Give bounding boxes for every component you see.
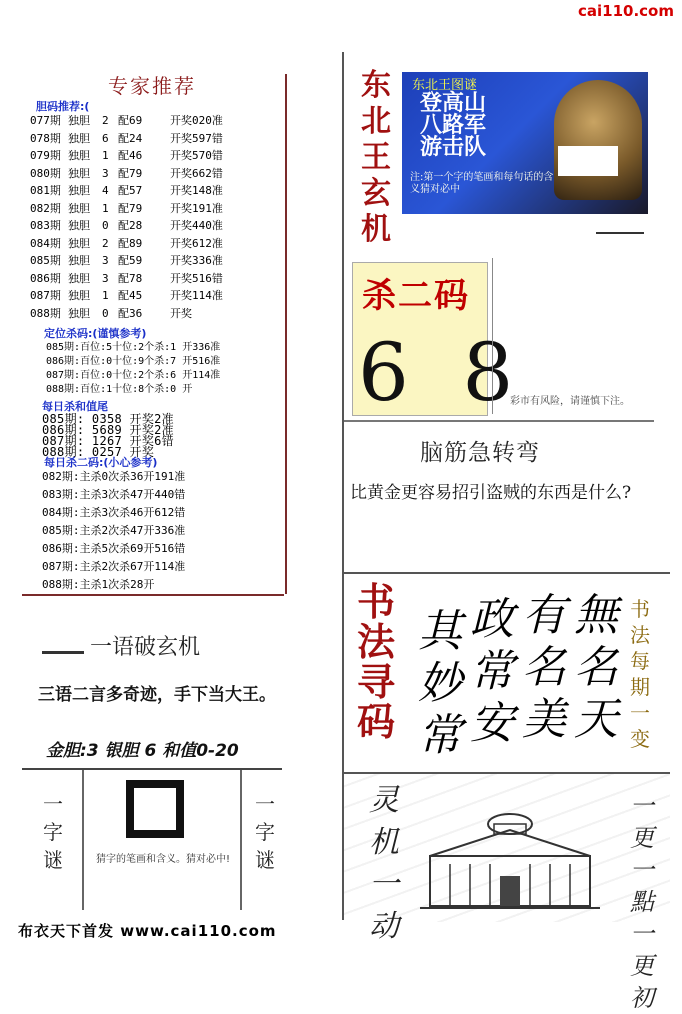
dan-cell: 配89	[118, 236, 143, 250]
hezhi-item: 087期: 1267 开奖6错	[42, 434, 174, 448]
dan-cell: 开奖612准	[170, 236, 223, 250]
hezhi-item: 088期: 0257 开奖	[42, 445, 155, 459]
dan-cell: 081期	[30, 184, 61, 197]
dan-cell: 开奖020准	[170, 114, 223, 127]
dan-cell: 开奖148准	[170, 184, 223, 197]
naojin-divider	[344, 420, 654, 422]
dan-cell: 配28	[118, 219, 143, 232]
dan-cell: 077期	[30, 114, 61, 127]
site-watermark-bottom: 布衣天下首发 www.cai110.com	[18, 922, 277, 940]
dan-row	[30, 165, 240, 183]
dan-cell: 开奖336准	[170, 254, 223, 267]
dan-row	[30, 305, 240, 323]
dan-cell: 配69	[118, 114, 143, 127]
dbw-note: 注:第一个字的笔画和每句话的含义猜对必中	[410, 172, 554, 195]
dan-row	[30, 287, 240, 305]
dan-cell: 配45	[118, 289, 143, 302]
dan-cell: 6	[102, 131, 109, 145]
naojin-title: 脑筋急转弯	[420, 440, 540, 466]
riddle-title: 一语破玄机	[90, 635, 201, 660]
dan-label: 胆码推荐:(	[36, 100, 90, 113]
left-divider	[285, 74, 287, 594]
ziji-divider-right	[240, 770, 242, 910]
dan-cell: 开奖191准	[170, 201, 223, 215]
erma-item: 085期:主杀2次杀47开336准	[42, 524, 186, 537]
dan-cell: 080期	[30, 166, 61, 180]
gold-silver-hint: 金胆:3 银胆 6 和值0-20	[46, 741, 239, 761]
section-divider	[22, 594, 284, 596]
dingwei-item: 086期:百位:0十位:9个杀:7 开516准	[46, 356, 221, 367]
ziji-label-left: 一 字 谜	[43, 792, 63, 872]
erma-label: 每日杀二码:(小心参考)	[44, 456, 158, 469]
sha-numbers: 6 8	[358, 326, 528, 419]
dan-cell: 开奖	[170, 306, 192, 320]
dan-cell: 086期	[30, 271, 61, 285]
dan-cell: 独胆	[68, 289, 90, 302]
dan-cell: 开奖114准	[170, 289, 223, 302]
dan-cell: 独胆	[68, 201, 90, 215]
erma-list	[42, 468, 185, 594]
dan-cell: 独胆	[68, 254, 90, 267]
shufa-col-2: 政 常 安	[470, 594, 514, 749]
dan-row	[30, 147, 240, 165]
dan-cell: 开奖440准	[170, 219, 223, 232]
erma-item: 086期:主杀5次杀69开516错	[42, 542, 186, 555]
bottom-right-text: 一 更 一 點 一 更 初	[630, 792, 654, 1012]
shufa-col-4: 無 名 天	[574, 590, 618, 745]
erma-item: 084期:主杀3次杀46开612错	[42, 506, 186, 519]
dan-cell: 2	[102, 236, 109, 250]
dan-cell: 085期	[30, 254, 61, 267]
dingwei-item: 088期:百位:1十位:8个杀:0 开	[46, 384, 193, 395]
bottom-left-text: 灵 机 一 动	[369, 783, 399, 944]
erma-item: 087期:主杀2次杀67开114准	[42, 560, 186, 573]
ziji-label-right: 一 字 谜	[255, 792, 275, 872]
dan-cell: 开奖597错	[170, 131, 223, 145]
dan-cell: 独胆	[68, 166, 90, 180]
dan-row	[30, 112, 240, 130]
kou-character	[126, 780, 184, 838]
expert-title: 专家推荐	[108, 74, 196, 98]
dan-row	[30, 235, 240, 253]
dan-cell: 独胆	[68, 271, 90, 285]
dan-cell: 独胆	[68, 149, 90, 162]
dan-cell: 配57	[118, 184, 143, 197]
dan-row	[30, 182, 240, 200]
riddle-text: 三语二言多奇迹，手下当大王。	[38, 685, 276, 705]
dan-cell: 独胆	[68, 306, 90, 320]
dan-cell: 配59	[118, 254, 143, 267]
site-watermark-top: cai110.com	[578, 2, 674, 20]
dan-cell: 3	[102, 166, 109, 180]
dan-cell: 配79	[118, 201, 143, 215]
dan-cell: 独胆	[68, 184, 90, 197]
dingwei-list	[46, 338, 220, 394]
sha-title: 杀二码	[362, 276, 470, 316]
hezhi-list	[42, 410, 174, 459]
dan-cell: 独胆	[68, 131, 90, 145]
white-block	[558, 146, 618, 176]
dbw-image	[402, 72, 648, 214]
dan-cell: 079期	[30, 149, 61, 162]
dan-row	[30, 130, 240, 148]
dan-row	[30, 200, 240, 218]
dan-cell: 配78	[118, 271, 143, 285]
dan-row	[30, 252, 240, 270]
hezhi-label: 每日杀和值尾	[42, 400, 108, 413]
dan-cell: 开奖516错	[170, 271, 223, 285]
dan-cell: 078期	[30, 131, 61, 145]
dan-cell: 配24	[118, 131, 143, 145]
dingwei-label: 定位杀码:(谨慎参考)	[44, 327, 147, 340]
dan-table	[30, 112, 240, 322]
erma-item: 083期:主杀3次杀47开440错	[42, 488, 186, 501]
dan-cell: 独胆	[68, 219, 90, 232]
dan-cell: 配79	[118, 166, 143, 180]
ziji-divider-left	[82, 770, 84, 910]
dbw-underline	[596, 232, 644, 234]
shufa-col-3: 有 名 美	[522, 590, 566, 745]
dan-cell: 开奖570错	[170, 149, 223, 162]
dan-cell: 0	[102, 306, 109, 320]
sha-risk: 彩市有风险，请谨慎下注。	[510, 396, 630, 407]
shufa-side: 书 法 每 期 一 变	[630, 597, 650, 751]
dan-cell: 084期	[30, 236, 61, 250]
dan-cell: 1	[102, 289, 109, 302]
dan-cell: 083期	[30, 219, 61, 232]
dbw-header: 东北王图谜	[412, 78, 478, 93]
dingwei-item: 085期:百位:5十位:2个杀:1 开336准	[46, 342, 221, 353]
dan-cell: 1	[102, 201, 109, 215]
buddha-image	[554, 80, 642, 200]
dan-cell: 开奖662错	[170, 166, 223, 180]
dan-row	[30, 217, 240, 235]
dan-cell: 独胆	[68, 114, 90, 127]
erma-item: 088期:主杀1次杀28开	[42, 578, 155, 591]
dan-cell: 082期	[30, 201, 61, 215]
sha-side	[492, 258, 652, 414]
dan-row	[30, 270, 240, 288]
dan-cell: 088期	[30, 306, 61, 320]
erma-item: 082期:主杀0次杀36开191准	[42, 470, 186, 483]
dan-cell: 1	[102, 149, 109, 162]
dan-cell: 2	[102, 114, 109, 127]
dan-cell: 0	[102, 219, 109, 232]
shufa-title: 书 法 寻 码	[356, 579, 395, 744]
hezhi-item: 086期: 5689 开奖2准	[42, 423, 174, 437]
dan-cell: 4	[102, 184, 109, 197]
dbw-title: 东 北 王 玄 机	[361, 68, 391, 247]
shufa-col-1: 其 妙 常	[418, 606, 462, 761]
dan-cell: 3	[102, 271, 109, 285]
hezhi-item: 085期: 0358 开奖2准	[42, 412, 174, 426]
riddle-dash	[42, 651, 84, 654]
kou-hint: 猜字的笔画和含义。猜对必中!	[96, 854, 231, 865]
building-illustration	[420, 806, 600, 912]
dan-cell: 3	[102, 254, 109, 267]
dan-cell: 配46	[118, 149, 143, 162]
dan-cell: 087期	[30, 289, 61, 302]
dan-cell: 独胆	[68, 236, 90, 250]
dan-cell: 配36	[118, 306, 143, 320]
naojin-question: 比黄金更容易招引盗贼的东西是什么?	[350, 483, 632, 503]
dingwei-item: 087期:百位:0十位:2个杀:6 开114准	[46, 370, 221, 381]
dbw-lines: 登高山 八路军 游击队	[420, 90, 487, 160]
